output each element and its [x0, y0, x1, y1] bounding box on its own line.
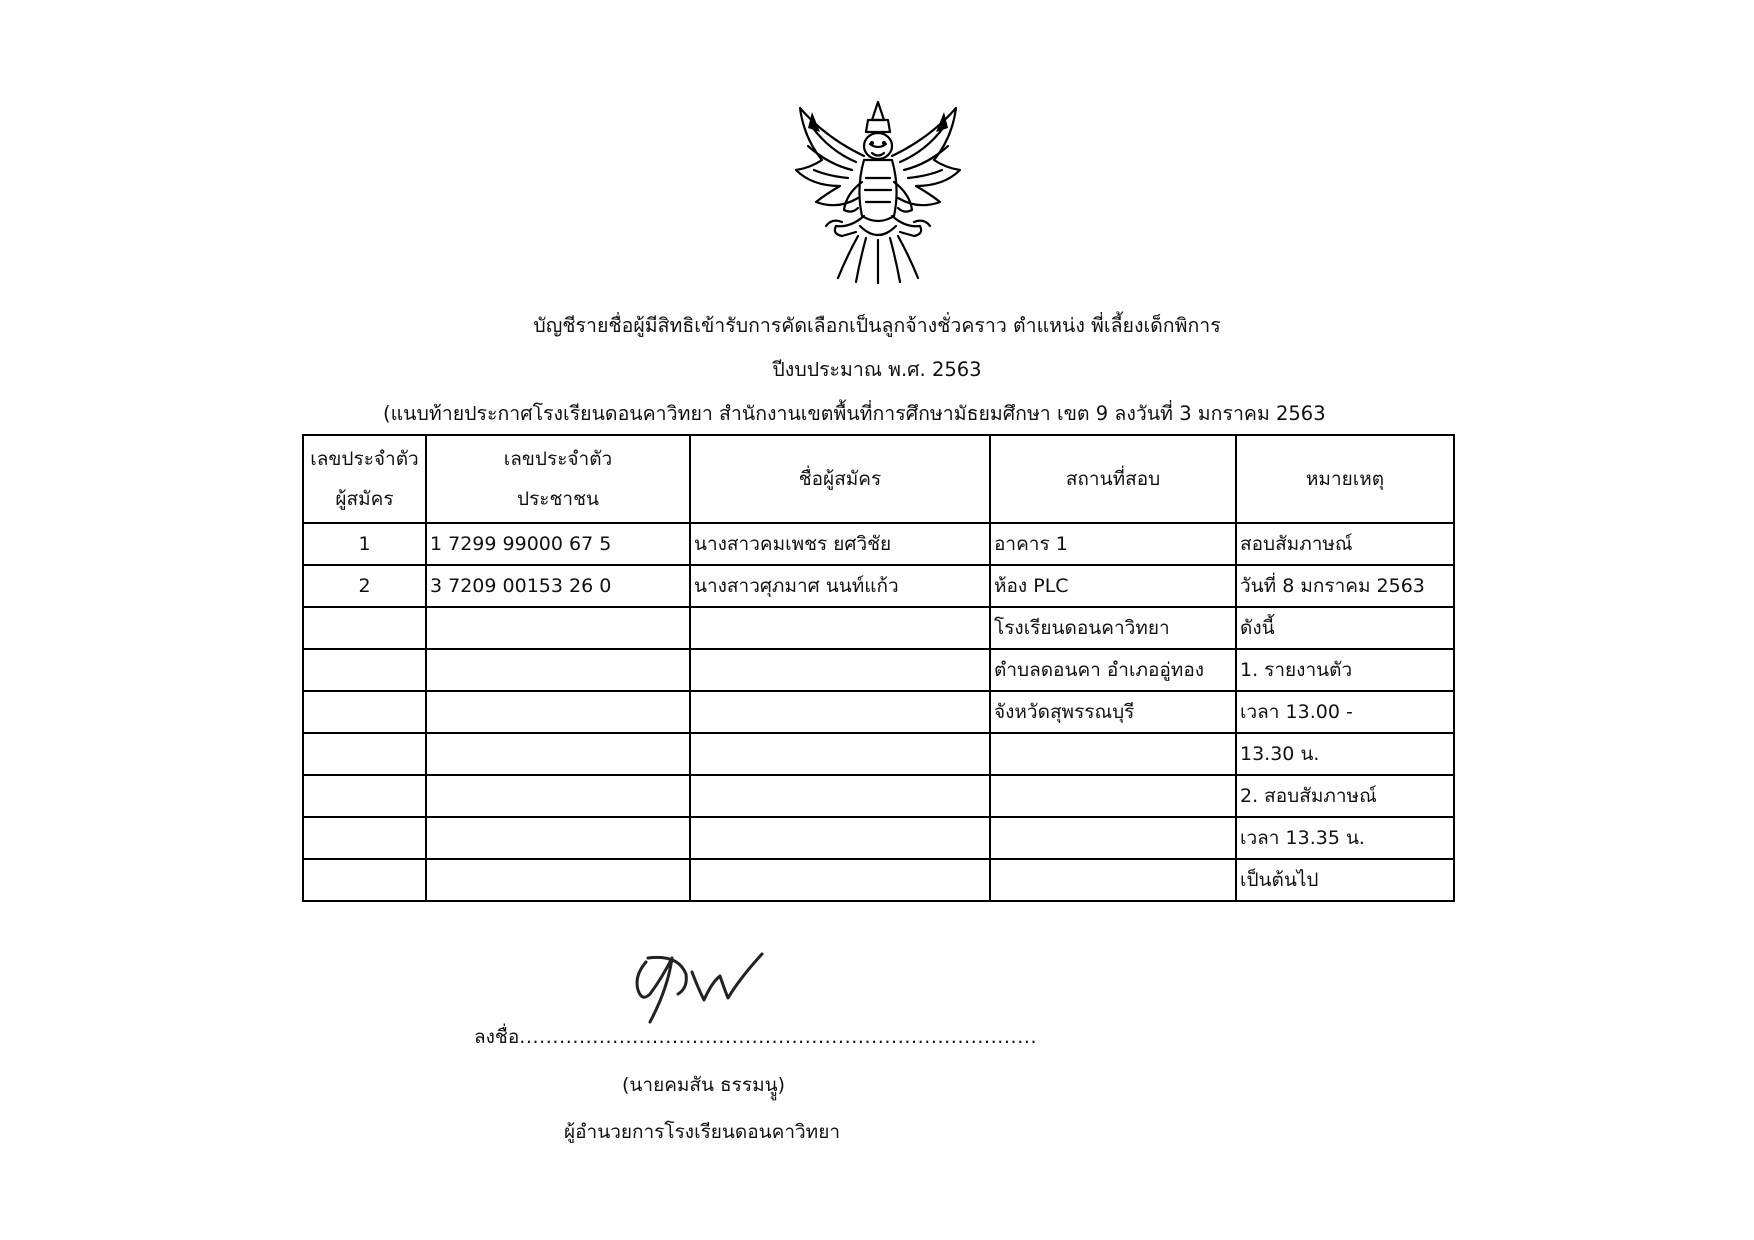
- document-title: บัญชีรายชื่อผู้มีสิทธิเข้ารับการคัดเลือกเป็นลูกจ้างชั่วคราว ตำแหน่ง พี่เลี้ยงเด็กพิการ: [533, 314, 1221, 337]
- garuda-emblem-icon: [786, 98, 970, 284]
- cell-no: [303, 649, 426, 691]
- cell-citizen-id: [426, 859, 690, 901]
- table-row: [303, 859, 1454, 901]
- cell-remark: 1. รายงานตัว: [1236, 649, 1454, 691]
- cell-remark: เวลา 13.35 น.: [1236, 817, 1454, 859]
- cell-venue: ห้อง PLC: [990, 565, 1236, 607]
- cell-venue: ตำบลดอนคา อำเภออู่ทอง: [990, 649, 1236, 691]
- cell-no: [303, 775, 426, 817]
- cell-citizen-id: [426, 775, 690, 817]
- cell-name: [690, 817, 990, 859]
- table-header-row: [303, 435, 1454, 523]
- cell-name: [690, 859, 990, 901]
- cell-remark: สอบสัมภาษณ์: [1236, 523, 1454, 565]
- header-applicant-no-line2: ผู้สมัคร: [335, 488, 394, 510]
- cell-citizen-id: [426, 691, 690, 733]
- cell-venue: โรงเรียนดอนคาวิทยา: [990, 607, 1236, 649]
- header-applicant-no-line1: เลขประจำตัว: [310, 448, 419, 470]
- cell-citizen-id: [426, 649, 690, 691]
- cell-citizen-id: 3 7209 00153 26 0: [426, 565, 690, 607]
- signer-name: (นายคมสัน ธรรมนูู): [622, 1074, 785, 1096]
- cell-name: [690, 607, 990, 649]
- cell-no: [303, 859, 426, 901]
- table-row: [303, 565, 1454, 607]
- cell-name: [690, 649, 990, 691]
- handwritten-signature-icon: [628, 948, 764, 1028]
- cell-name: [690, 733, 990, 775]
- signature-line: [474, 1022, 1037, 1052]
- cell-remark: 13.30 น.: [1236, 733, 1454, 775]
- cell-venue: [990, 817, 1236, 859]
- fiscal-year: ปีงบประมาณ พ.ศ. 2563: [772, 358, 982, 381]
- attachment-note: (แนบท้ายประกาศโรงเรียนดอนคาวิทยา สำนักงานเขตพื้นที่การศึกษามัธยมศึกษา เขต 9 ลงวันที่ 3 มกราคม 2563: [383, 402, 1326, 425]
- cell-remark: ดังนี้: [1236, 607, 1454, 649]
- cell-citizen-id: 1 7299 99000 67 5: [426, 523, 690, 565]
- header-applicant-no: [303, 435, 426, 523]
- cell-remark: เป็นต้นไป: [1236, 859, 1454, 901]
- table-row: [303, 649, 1454, 691]
- table-row: [303, 607, 1454, 649]
- header-citizen-id-line1: เลขประจำตัว: [503, 448, 613, 470]
- cell-citizen-id: [426, 607, 690, 649]
- cell-citizen-id: [426, 817, 690, 859]
- cell-remark: วันที่ 8 มกราคม 2563: [1236, 565, 1454, 607]
- cell-citizen-id: [426, 733, 690, 775]
- cell-venue: [990, 859, 1236, 901]
- cell-no: 1: [303, 523, 426, 565]
- table-row: [303, 817, 1454, 859]
- applicant-table: [302, 434, 1455, 902]
- table-row: [303, 523, 1454, 565]
- cell-remark: เวลา 13.00 -: [1236, 691, 1454, 733]
- cell-no: [303, 733, 426, 775]
- header-citizen-id-line2: ประชาชน: [517, 488, 599, 510]
- header-remark: หมายเหตุ: [1236, 435, 1454, 523]
- cell-no: [303, 817, 426, 859]
- cell-name: นางสาวคมเพชร ยศวิชัย: [690, 523, 990, 565]
- header-citizen-id: [426, 435, 690, 523]
- table-row: [303, 691, 1454, 733]
- table-row: [303, 733, 1454, 775]
- cell-venue: [990, 775, 1236, 817]
- signature-dots: ..............................................................................: [519, 1026, 1038, 1048]
- cell-venue: [990, 733, 1236, 775]
- cell-name: นางสาวศุภมาศ นนท์แก้ว: [690, 565, 990, 607]
- cell-venue: จังหวัดสุพรรณบุรี: [990, 691, 1236, 733]
- cell-name: [690, 691, 990, 733]
- cell-no: [303, 607, 426, 649]
- sign-label: ลงชื่อ: [474, 1026, 520, 1048]
- table-row: [303, 775, 1454, 817]
- signer-position: ผู้อำนวยการโรงเรียนดอนคาวิทยา: [564, 1121, 841, 1143]
- cell-remark: 2. สอบสัมภาษณ์: [1236, 775, 1454, 817]
- cell-no: [303, 691, 426, 733]
- cell-name: [690, 775, 990, 817]
- header-name: ชื่อผู้สมัคร: [690, 435, 990, 523]
- header-venue: สถานที่สอบ: [990, 435, 1236, 523]
- cell-no: 2: [303, 565, 426, 607]
- cell-venue: อาคาร 1: [990, 523, 1236, 565]
